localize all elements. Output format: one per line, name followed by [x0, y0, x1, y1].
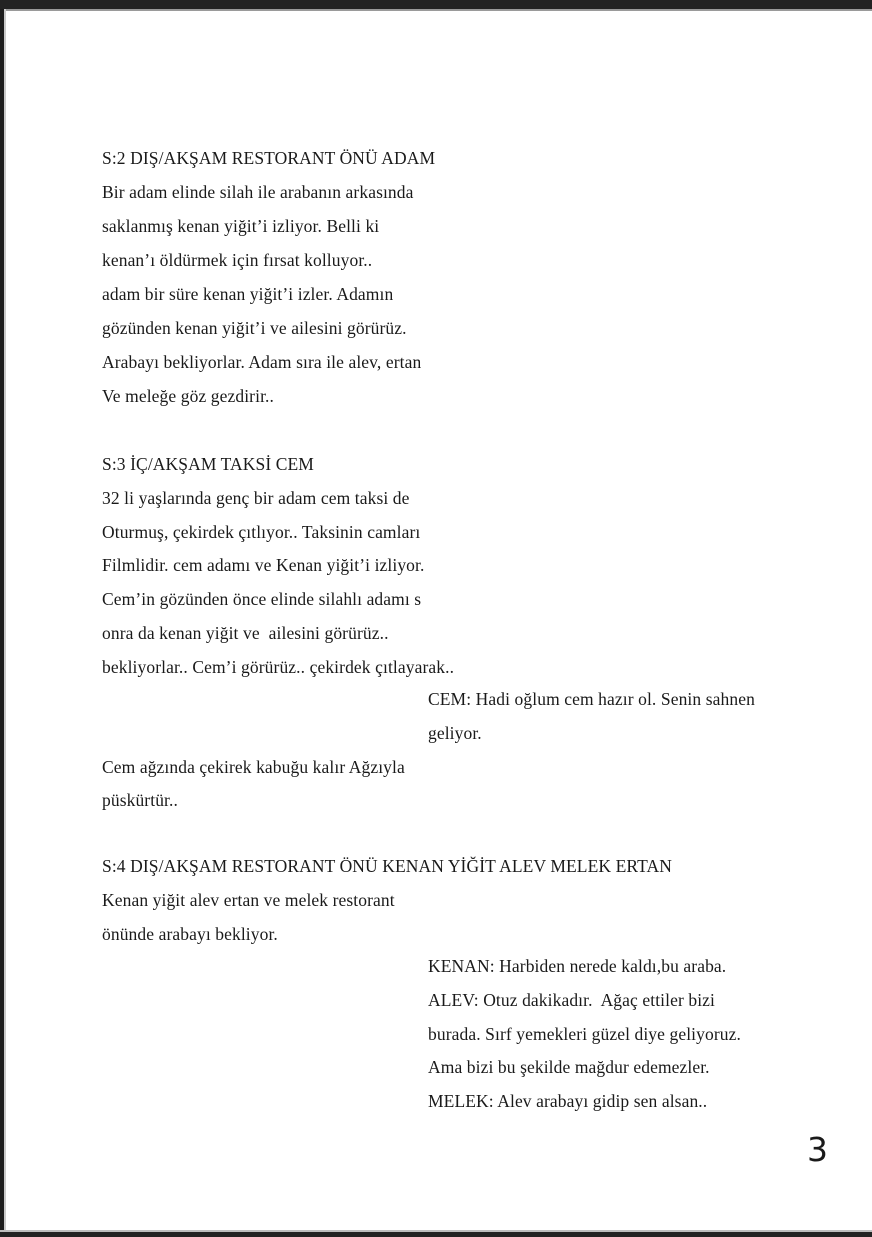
script-line-dialogue: Ama bizi bu şekilde mağdur edemezler.	[428, 1057, 710, 1077]
script-line-action: saklanmış kenan yiğit’i izliyor. Belli ki	[102, 216, 380, 236]
script-line-action: Ve meleğe göz gezdirir..	[102, 386, 274, 406]
script-line-action: Filmlidir. cem adamı ve Kenan yiğit’i izliyor.	[102, 555, 425, 575]
script-line-action: 32 li yaşlarında genç bir adam cem taksi de	[102, 488, 410, 508]
script-line-heading: S:2 DIŞ/AKŞAM RESTORANT ÖNÜ ADAM	[102, 148, 436, 168]
script-line-action: Oturmuş, çekirdek çıtlıyor.. Taksinin camları	[102, 522, 421, 542]
script-line-action: Kenan yiğit alev ertan ve melek restorant	[102, 890, 395, 910]
page-sheet	[6, 11, 872, 1232]
script-line-action: Cem’in gözünden önce elinde silahlı adamı s	[102, 589, 422, 609]
script-line-action: Arabayı bekliyorlar. Adam sıra ile alev, ertan	[102, 352, 422, 372]
script-line-dialogue: burada. Sırf yemekleri güzel diye geliyoruz.	[428, 1024, 741, 1044]
script-line-dialogue: geliyor.	[428, 723, 482, 743]
script-line-action: onra da kenan yiğit ve ailesini görürüz..	[102, 623, 389, 643]
script-line-action: önünde arabayı bekliyor.	[102, 924, 278, 944]
script-line-action: Cem ağzında çekirek kabuğu kalır Ağzıyla	[102, 757, 405, 777]
script-line-action: Bir adam elinde silah ile arabanın arkasında	[102, 182, 414, 202]
script-line-dialogue: CEM: Hadi oğlum cem hazır ol. Senin sahnen	[428, 689, 755, 709]
script-line-action: kenan’ı öldürmek için fırsat kolluyor..	[102, 250, 373, 270]
script-line-dialogue: KENAN: Harbiden nerede kaldı,bu araba.	[428, 956, 727, 976]
script-line-action: adam bir süre kenan yiğit’i izler. Adamın	[102, 284, 394, 304]
script-line-dialogue: MELEK: Alev arabayı gidip sen alsan..	[428, 1091, 708, 1111]
script-line-dialogue: ALEV: Otuz dakikadır. Ağaç ettiler bizi	[428, 990, 715, 1010]
script-line-action: püskürtür..	[102, 790, 178, 810]
script-line-heading: S:4 DIŞ/AKŞAM RESTORANT ÖNÜ KENAN YİĞİT ALEV MELEK ERTAN	[102, 856, 672, 876]
page-border-bottom	[0, 1232, 872, 1237]
script-line-action: gözünden kenan yiğit’i ve ailesini görürüz.	[102, 318, 407, 338]
script-line-action: bekliyorlar.. Cem’i görürüz.. çekirdek çıtlayarak..	[102, 657, 455, 677]
page-number: 3	[807, 1130, 828, 1169]
script-line-heading: S:3 İÇ/AKŞAM TAKSİ CEM	[102, 454, 314, 474]
page-border-top	[0, 0, 872, 9]
